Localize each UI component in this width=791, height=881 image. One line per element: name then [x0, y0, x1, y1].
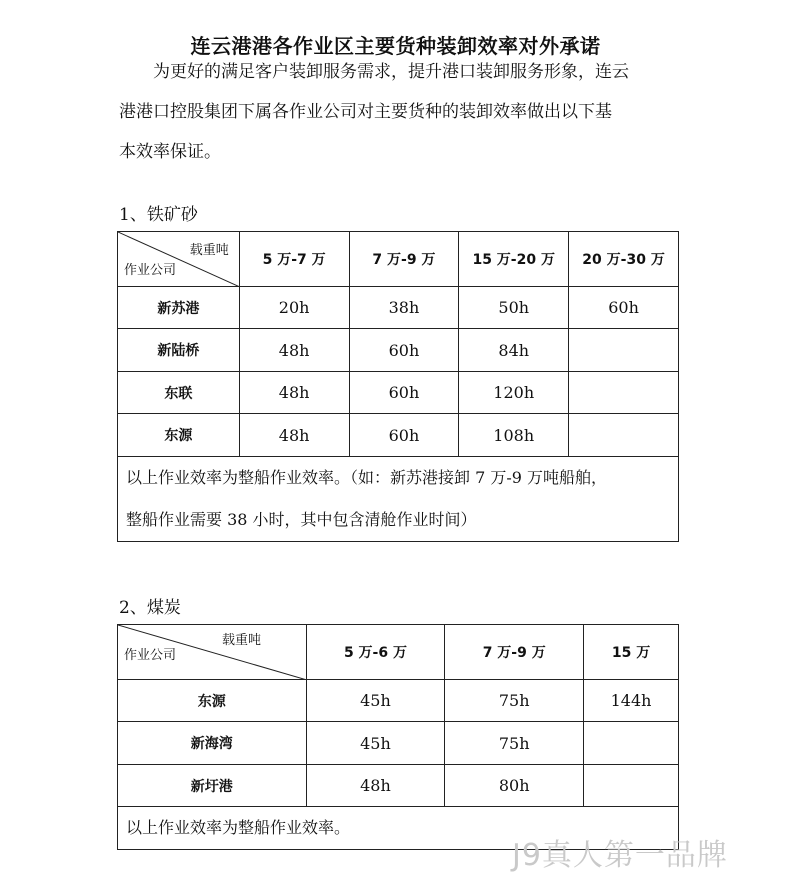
value-cell: 48h [239, 329, 349, 372]
intro-line: 本效率保证。 [119, 142, 221, 162]
column-header: 15 万 [584, 625, 679, 680]
table-row [118, 287, 679, 329]
value-cell: 80h [445, 765, 584, 807]
value-cell: 75h [445, 680, 584, 722]
table-note-row [118, 457, 679, 542]
intro-line: 为更好的满足客户装卸服务需求，提升港口装卸服务形象，连云 [153, 62, 629, 82]
table-row [118, 414, 679, 457]
column-header: 20 万-30 万 [569, 232, 679, 287]
value-cell: 60h [569, 287, 679, 329]
value-cell: 120h [459, 372, 569, 414]
iron-ore-table [117, 231, 679, 542]
value-cell: 60h [349, 414, 459, 457]
value-cell: 60h [349, 372, 459, 414]
value-cell: 45h [306, 680, 445, 722]
column-header: 7 万-9 万 [349, 232, 459, 287]
value-cell: 45h [306, 722, 445, 765]
column-header: 5 万-6 万 [306, 625, 445, 680]
value-cell [569, 372, 679, 414]
corner-label-tonnage: 载重吨 [189, 243, 229, 258]
company-cell: 东联 [118, 372, 240, 414]
company-cell: 新圩港 [118, 765, 307, 807]
note-line: 整船作业需要 38 小时，其中包含清舱作业时间） [126, 510, 477, 529]
value-cell: 108h [459, 414, 569, 457]
note-line: 以上作业效率为整船作业效率。 [126, 818, 351, 837]
table-row [118, 765, 679, 807]
value-cell: 20h [239, 287, 349, 329]
watermark-text: J9真人第一品牌 [512, 838, 728, 873]
table-row [118, 372, 679, 414]
column-header: 7 万-9 万 [445, 625, 584, 680]
value-cell: 144h [584, 680, 679, 722]
company-cell: 新海湾 [118, 722, 307, 765]
table-row [118, 329, 679, 372]
company-cell: 新陆桥 [118, 329, 240, 372]
value-cell [584, 722, 679, 765]
value-cell: 50h [459, 287, 569, 329]
corner-header-cell [118, 232, 240, 287]
corner-label-company: 作业公司 [124, 648, 177, 663]
coal-table [117, 624, 679, 850]
table-row [118, 680, 679, 722]
table-row [118, 722, 679, 765]
section-heading-coal: 2、煤炭 [119, 598, 181, 618]
column-header: 5 万-7 万 [239, 232, 349, 287]
corner-label-tonnage: 载重吨 [222, 633, 262, 648]
company-cell: 东源 [118, 680, 307, 722]
document-title: 连云港港各作业区主要货种装卸效率对外承诺 [190, 34, 601, 58]
corner-header-cell [118, 625, 307, 680]
column-header: 15 万-20 万 [459, 232, 569, 287]
value-cell: 84h [459, 329, 569, 372]
corner-label-company: 作业公司 [124, 263, 177, 278]
note-cell [118, 457, 679, 542]
value-cell [584, 765, 679, 807]
value-cell: 75h [445, 722, 584, 765]
note-line: 以上作业效率为整船作业效率。（如：新苏港接卸 7 万-9 万吨船舶， [126, 468, 608, 487]
table-header-row [118, 232, 679, 287]
value-cell [569, 414, 679, 457]
value-cell: 48h [239, 372, 349, 414]
table-header-row [118, 625, 679, 680]
value-cell: 38h [349, 287, 459, 329]
company-cell: 东源 [118, 414, 240, 457]
section-heading-iron-ore: 1、铁矿砂 [119, 205, 198, 225]
company-cell: 新苏港 [118, 287, 240, 329]
value-cell: 60h [349, 329, 459, 372]
intro-line: 港港口控股集团下属各作业公司对主要货种的装卸效率做出以下基 [119, 102, 612, 122]
value-cell: 48h [239, 414, 349, 457]
value-cell [569, 329, 679, 372]
value-cell: 48h [306, 765, 445, 807]
intro-paragraph [119, 52, 679, 172]
